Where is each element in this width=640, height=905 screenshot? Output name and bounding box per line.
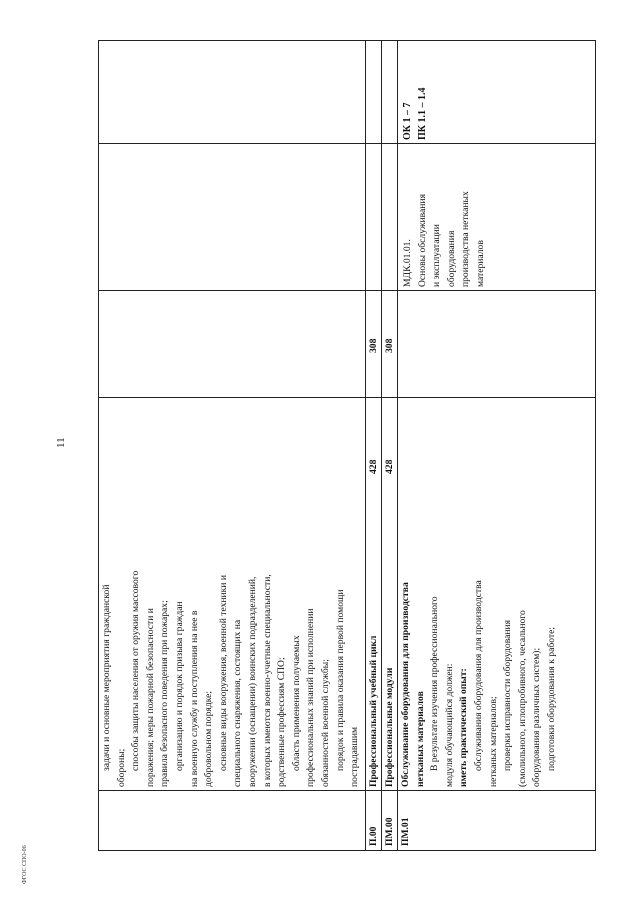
content-line: пострадавшим — [349, 726, 361, 787]
table-border-top — [98, 40, 596, 41]
content-line: добровольном порядке; — [203, 690, 215, 787]
discipline-line: оборудования — [445, 230, 457, 287]
content-line: родственные профессиям СПО; — [276, 657, 288, 787]
content-line: организацию и порядок призыва граждан — [173, 601, 185, 771]
competency-line: ПК 1.1 – 1.4 — [416, 87, 428, 140]
row-competencies-pm01 — [401, 45, 430, 140]
content-line: обязанностей военной службы; — [319, 659, 331, 787]
content-line: профессиональных знаний при исполнении — [305, 608, 317, 787]
content-line: на военную службу и поступления на нее в — [188, 610, 200, 787]
content-line: обороны; — [115, 748, 127, 787]
content-line: модуля обучающийся должен: — [443, 663, 455, 787]
content-line: задачи и основные мероприятия гражданской — [101, 584, 112, 771]
row-code-p00: П.00 — [368, 826, 379, 846]
row-title-pm00: Профессиональные модули — [384, 667, 395, 787]
content-line: основные виды вооружения, военной техники и — [217, 575, 229, 771]
content-line: подготовки оборудования к работе; — [545, 626, 557, 771]
content-line: вооружении (оснащении) воинских подразделений, — [246, 576, 258, 787]
content-line: нетканых материалов; — [487, 696, 499, 787]
row-code-pm00: ПМ.00 — [384, 817, 395, 846]
column-divider-hours-req — [98, 397, 596, 398]
row-hours-max-pm00: 428 — [384, 459, 395, 474]
table-row-divider-3 — [397, 40, 398, 850]
competency-line: ОК 1 – 7 — [402, 102, 413, 140]
content-line: (смолильного, иглопробивного, чесального — [516, 610, 528, 787]
content-line: порядок и правила оказания первой помощи — [334, 589, 346, 771]
content-line: способы защиты населения от оружия массового — [130, 570, 142, 771]
table-border-bottom — [98, 850, 596, 851]
table-border-left — [98, 40, 99, 850]
row-content-pm01 — [399, 402, 560, 787]
content-line: проверки исправности оборудования — [502, 619, 514, 771]
footer-standard-code: ФГОС СПО-06 — [22, 845, 28, 884]
page-number: 11 — [55, 437, 67, 448]
content-line: оборудования различных систем); — [531, 647, 543, 787]
discipline-line: материалов — [474, 240, 486, 287]
content-line: область применения получаемых — [290, 635, 302, 771]
content-line: специального снаряжения, состоящих на — [232, 619, 244, 787]
row-hours-req-pm00: 308 — [384, 338, 395, 353]
row-continuation-content — [100, 402, 363, 787]
discipline-line: и эксплуатации — [431, 224, 443, 287]
row-hours-max-p00: 428 — [368, 459, 379, 474]
row-code-pm01: ПМ.01 — [400, 817, 411, 846]
column-divider-content — [98, 790, 596, 791]
table-border-right — [595, 40, 596, 850]
content-line: иметь практический опыт: — [458, 668, 470, 787]
discipline-line: производства нетканых — [460, 191, 472, 287]
discipline-line: МДК.01.01. — [402, 239, 413, 287]
table-row-divider-2 — [381, 40, 382, 850]
content-line: правила безопасного поведения при пожарах; — [159, 600, 171, 787]
content-line: в которых имеются военно-учетные специальности, — [261, 574, 273, 787]
content-line: поражения; меры пожарной безопасности и — [144, 608, 156, 787]
content-line: Обслуживание оборудования для производства — [400, 582, 411, 787]
content-line: В результате изучения профессионального — [429, 596, 441, 771]
column-divider-competencies — [98, 143, 596, 144]
content-line: нетканых материалов — [414, 691, 426, 787]
column-divider-discipline — [98, 290, 596, 291]
row-discipline-pm01 — [401, 147, 489, 287]
content-line: обслуживания оборудования для производства — [472, 580, 484, 771]
row-hours-req-p00: 308 — [368, 338, 379, 353]
table-row-divider-1 — [365, 40, 366, 850]
discipline-line: Основы обслуживания — [416, 194, 428, 287]
row-title-p00: Профессиональный учебный цикл — [368, 635, 379, 787]
